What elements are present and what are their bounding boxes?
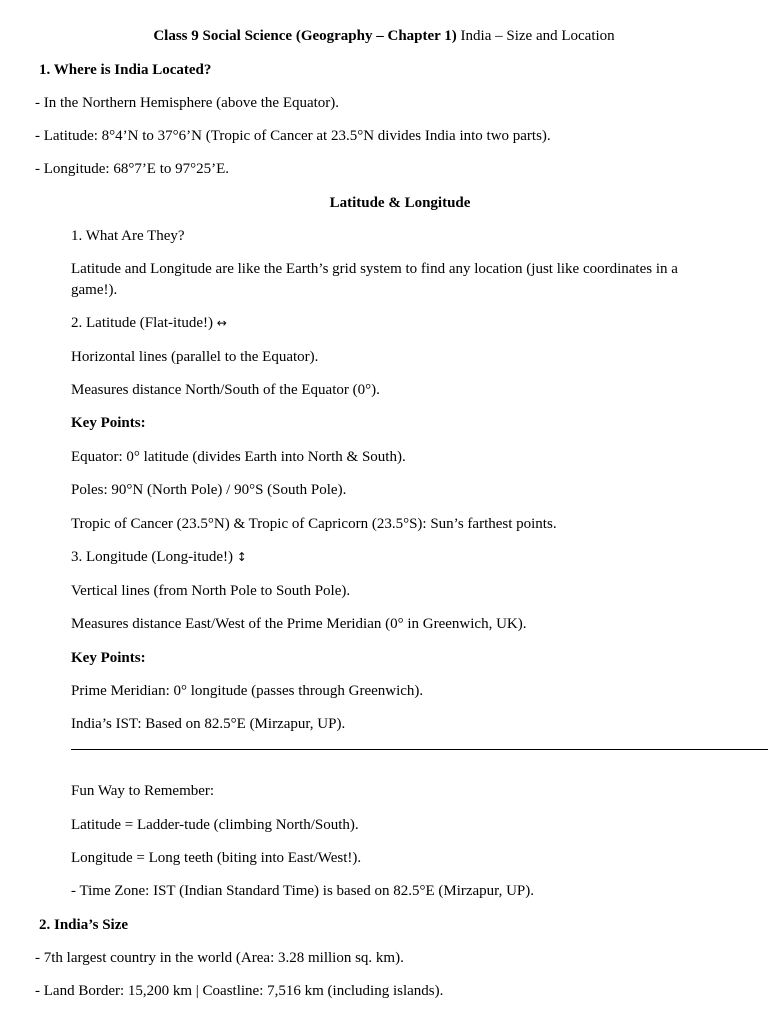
title-bold: Class 9 Social Science (Geography – Chapter 1): [153, 28, 457, 44]
vertical-arrow-icon: ↕: [236, 550, 247, 564]
longitude-key-point: Prime Meridian: 0° longitude (passes through Greenwich).: [71, 683, 424, 699]
section2-point: - 7th largest country in the world (Area: 3.28 million sq. km).: [35, 950, 404, 966]
section1-point: - In the Northern Hemisphere (above the Equator).: [35, 95, 340, 111]
section1-point: - Longitude: 68°7’E to 97°25’E.: [35, 161, 230, 177]
latlong-q3-label: 3. Longitude (Long-itude!): [71, 549, 237, 565]
horizontal-divider: [71, 749, 768, 750]
horizontal-arrow-icon: ↔: [216, 316, 227, 330]
document-title: [0, 26, 768, 47]
latlong-q2-line: Horizontal lines (parallel to the Equator).: [71, 349, 319, 365]
longitude-key-point: India’s IST: Based on 82.5°E (Mirzapur, UP).: [71, 716, 346, 732]
section2-point: - Land Border: 15,200 km | Coastline: 7,516 km (including islands).: [35, 983, 444, 999]
fun-line: Longitude = Long teeth (biting into East/West!).: [71, 850, 362, 866]
timezone-line: - Time Zone: IST (Indian Standard Time) is based on 82.5°E (Mirzapur, UP).: [71, 883, 535, 899]
latlong-q2-label: 2. Latitude (Flat-itude!): [71, 315, 217, 331]
latitude-key-point: Tropic of Cancer (23.5°N) & Tropic of Capricorn (23.5°S): Sun’s farthest points.: [71, 516, 557, 532]
latlong-q2-line: Measures distance North/South of the Equator (0°).: [71, 382, 380, 398]
title-rest: India – Size and Location: [456, 28, 615, 44]
section1-heading: 1. Where is India Located?: [39, 62, 212, 78]
latlong-q3-line: Measures distance East/West of the Prime Meridian (0° in Greenwich, UK).: [71, 616, 527, 632]
latlong-q3: [71, 547, 247, 568]
latlong-heading: Latitude & Longitude: [329, 195, 471, 211]
fun-line: Latitude = Ladder-tude (climbing North/South).: [71, 817, 359, 833]
key-points-heading: Key Points:: [71, 650, 146, 666]
fun-heading: Fun Way to Remember:: [71, 783, 215, 799]
section1-point: - Latitude: 8°4’N to 37°6’N (Tropic of Cancer at 23.5°N divides India into two parts).: [35, 128, 551, 144]
latlong-q1: 1. What Are They?: [71, 228, 185, 244]
section2-heading: 2. India’s Size: [39, 917, 129, 933]
latitude-key-point: Poles: 90°N (North Pole) / 90°S (South Pole).: [71, 482, 347, 498]
latlong-q1-text: Latitude and Longitude are like the Earth’s grid system to find any location (just like coordinates in a game!).: [71, 261, 678, 298]
latitude-key-point: Equator: 0° latitude (divides Earth into North & South).: [71, 449, 406, 465]
key-points-heading: Key Points:: [71, 415, 146, 431]
latlong-q3-line: Vertical lines (from North Pole to South Pole).: [71, 583, 351, 599]
latlong-q2: [71, 313, 227, 334]
